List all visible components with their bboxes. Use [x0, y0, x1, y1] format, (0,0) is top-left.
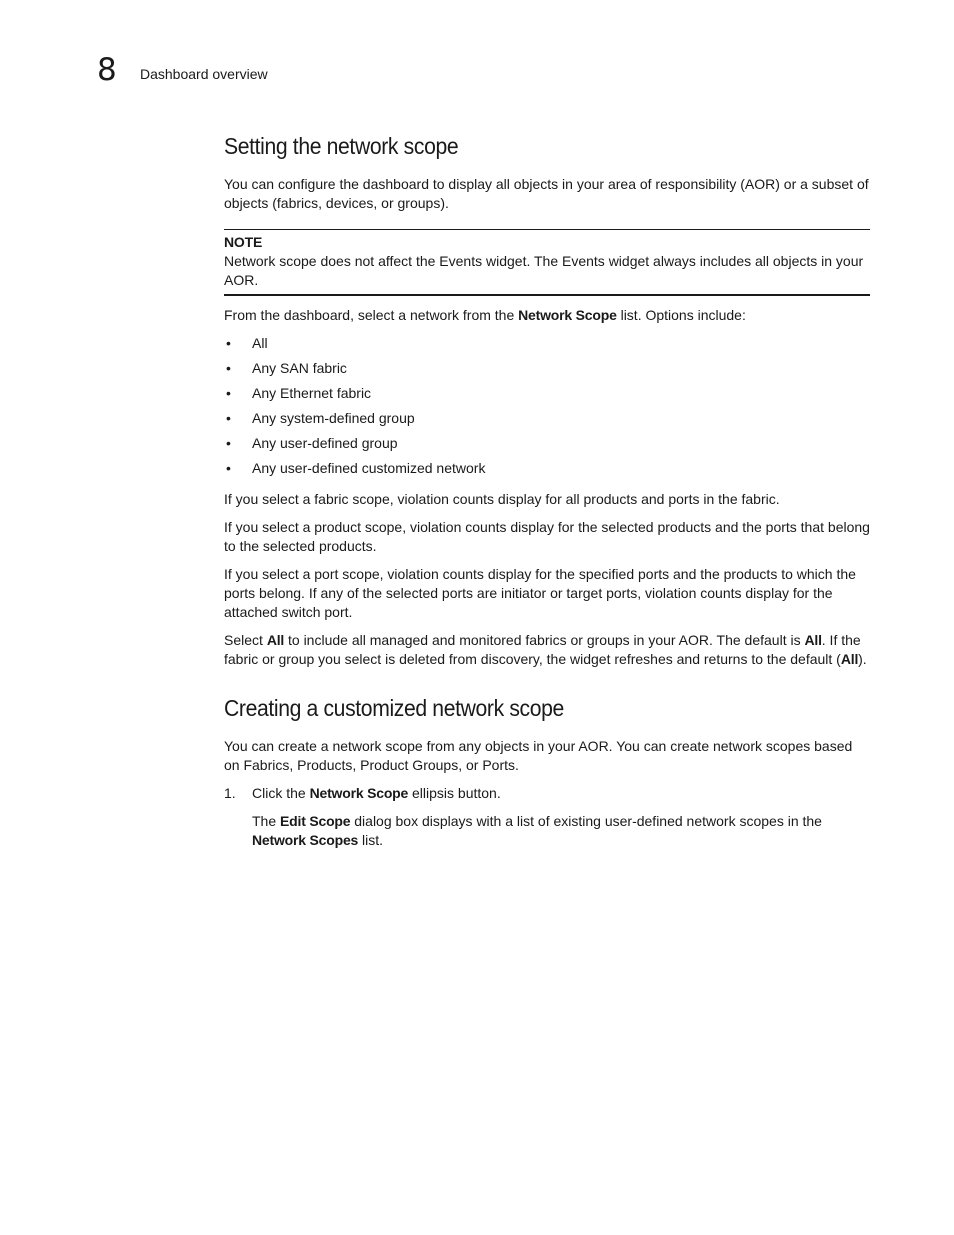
section-heading-setting-network-scope: Setting the network scope: [224, 133, 459, 159]
bullet-icon: •: [226, 335, 231, 351]
edit-scope-term: Edit Scope: [280, 813, 351, 829]
text-run: dialog box displays with a list of existing user-defined network scopes in the: [350, 813, 822, 829]
text-run: Select: [224, 632, 267, 648]
note-box: [224, 229, 870, 296]
text-run: ellipsis button.: [408, 785, 501, 801]
note-text: Network scope does not affect the Events widget. The Events widget always includes all objects in your AOR.: [224, 253, 864, 288]
network-scope-term: Network Scope: [518, 307, 617, 323]
chapter-number: 8: [97, 52, 117, 88]
select-text-post: list. Options include:: [616, 307, 746, 323]
text-run: to include all managed and monitored fabrics or groups in your AOR. The default is: [284, 632, 805, 648]
fabric-scope-paragraph: If you select a fabric scope, violation counts display for all products and ports in the fabric.: [224, 491, 780, 507]
section2-intro: You can create a network scope from any objects in your AOR. You can create network scopes based on Fabrics, Products, Product Groups, or Ports.: [224, 738, 853, 773]
all-term: All: [266, 632, 285, 648]
list-item-label: Any SAN fabric: [252, 360, 347, 376]
network-scopes-term: Network Scopes: [252, 832, 359, 848]
port-scope-paragraph: If you select a port scope, violation counts display for the specified ports and the products to which the ports belong. If any of the selected ports are initiator or target ports, violation counts display for the attached switch port.: [224, 566, 856, 620]
list-item: [224, 334, 870, 359]
select-text-pre: From the dashboard, select a network from the: [224, 307, 519, 323]
text-run: . If the fabric or group you select is deleted from discovery, the widget refreshes and returns to the default (: [224, 632, 861, 667]
step-number: 1.: [224, 785, 236, 801]
list-item-label: Any Ethernet fabric: [252, 385, 372, 401]
list-item: [224, 359, 870, 384]
list-item-label: Any user-defined customized network: [252, 460, 486, 476]
list-item: [224, 409, 870, 434]
select-network-paragraph: [224, 306, 870, 325]
section1-intro: You can configure the dashboard to display all objects in your area of responsibility (AOR) or a subset of objects (fabrics, devices, or groups).: [224, 176, 869, 211]
text-run: The: [252, 813, 281, 829]
bullet-icon: •: [226, 385, 231, 401]
step-detail: [224, 812, 870, 850]
steps-list: [224, 784, 870, 850]
all-term: All: [840, 651, 859, 667]
list-item: [224, 434, 870, 459]
select-all-paragraph: [224, 631, 870, 669]
list-item: [224, 459, 870, 484]
page-content: [224, 131, 870, 859]
list-item: [224, 384, 870, 409]
list-item-label: Any system-defined group: [252, 410, 415, 426]
all-term: All: [804, 632, 822, 648]
bullet-icon: •: [226, 410, 231, 426]
text-run: ).: [858, 651, 867, 667]
note-label: NOTE: [224, 234, 263, 250]
text-run: list.: [358, 832, 384, 848]
product-scope-paragraph: If you select a product scope, violation counts display for the selected products and the ports that belong to the selected products.: [224, 519, 870, 554]
chapter-title: Dashboard overview: [140, 66, 268, 82]
scope-options-list: [224, 334, 870, 484]
section-heading-creating-customized-scope: Creating a customized network scope: [224, 695, 564, 721]
list-item-label: Any user-defined group: [252, 435, 398, 451]
bullet-icon: •: [226, 435, 231, 451]
step-item: [224, 784, 870, 803]
network-scope-term: Network Scope: [309, 785, 409, 801]
bullet-icon: •: [226, 360, 231, 376]
text-run: Click the: [252, 785, 310, 801]
bullet-icon: •: [226, 460, 231, 476]
list-item-label: All: [252, 335, 268, 351]
